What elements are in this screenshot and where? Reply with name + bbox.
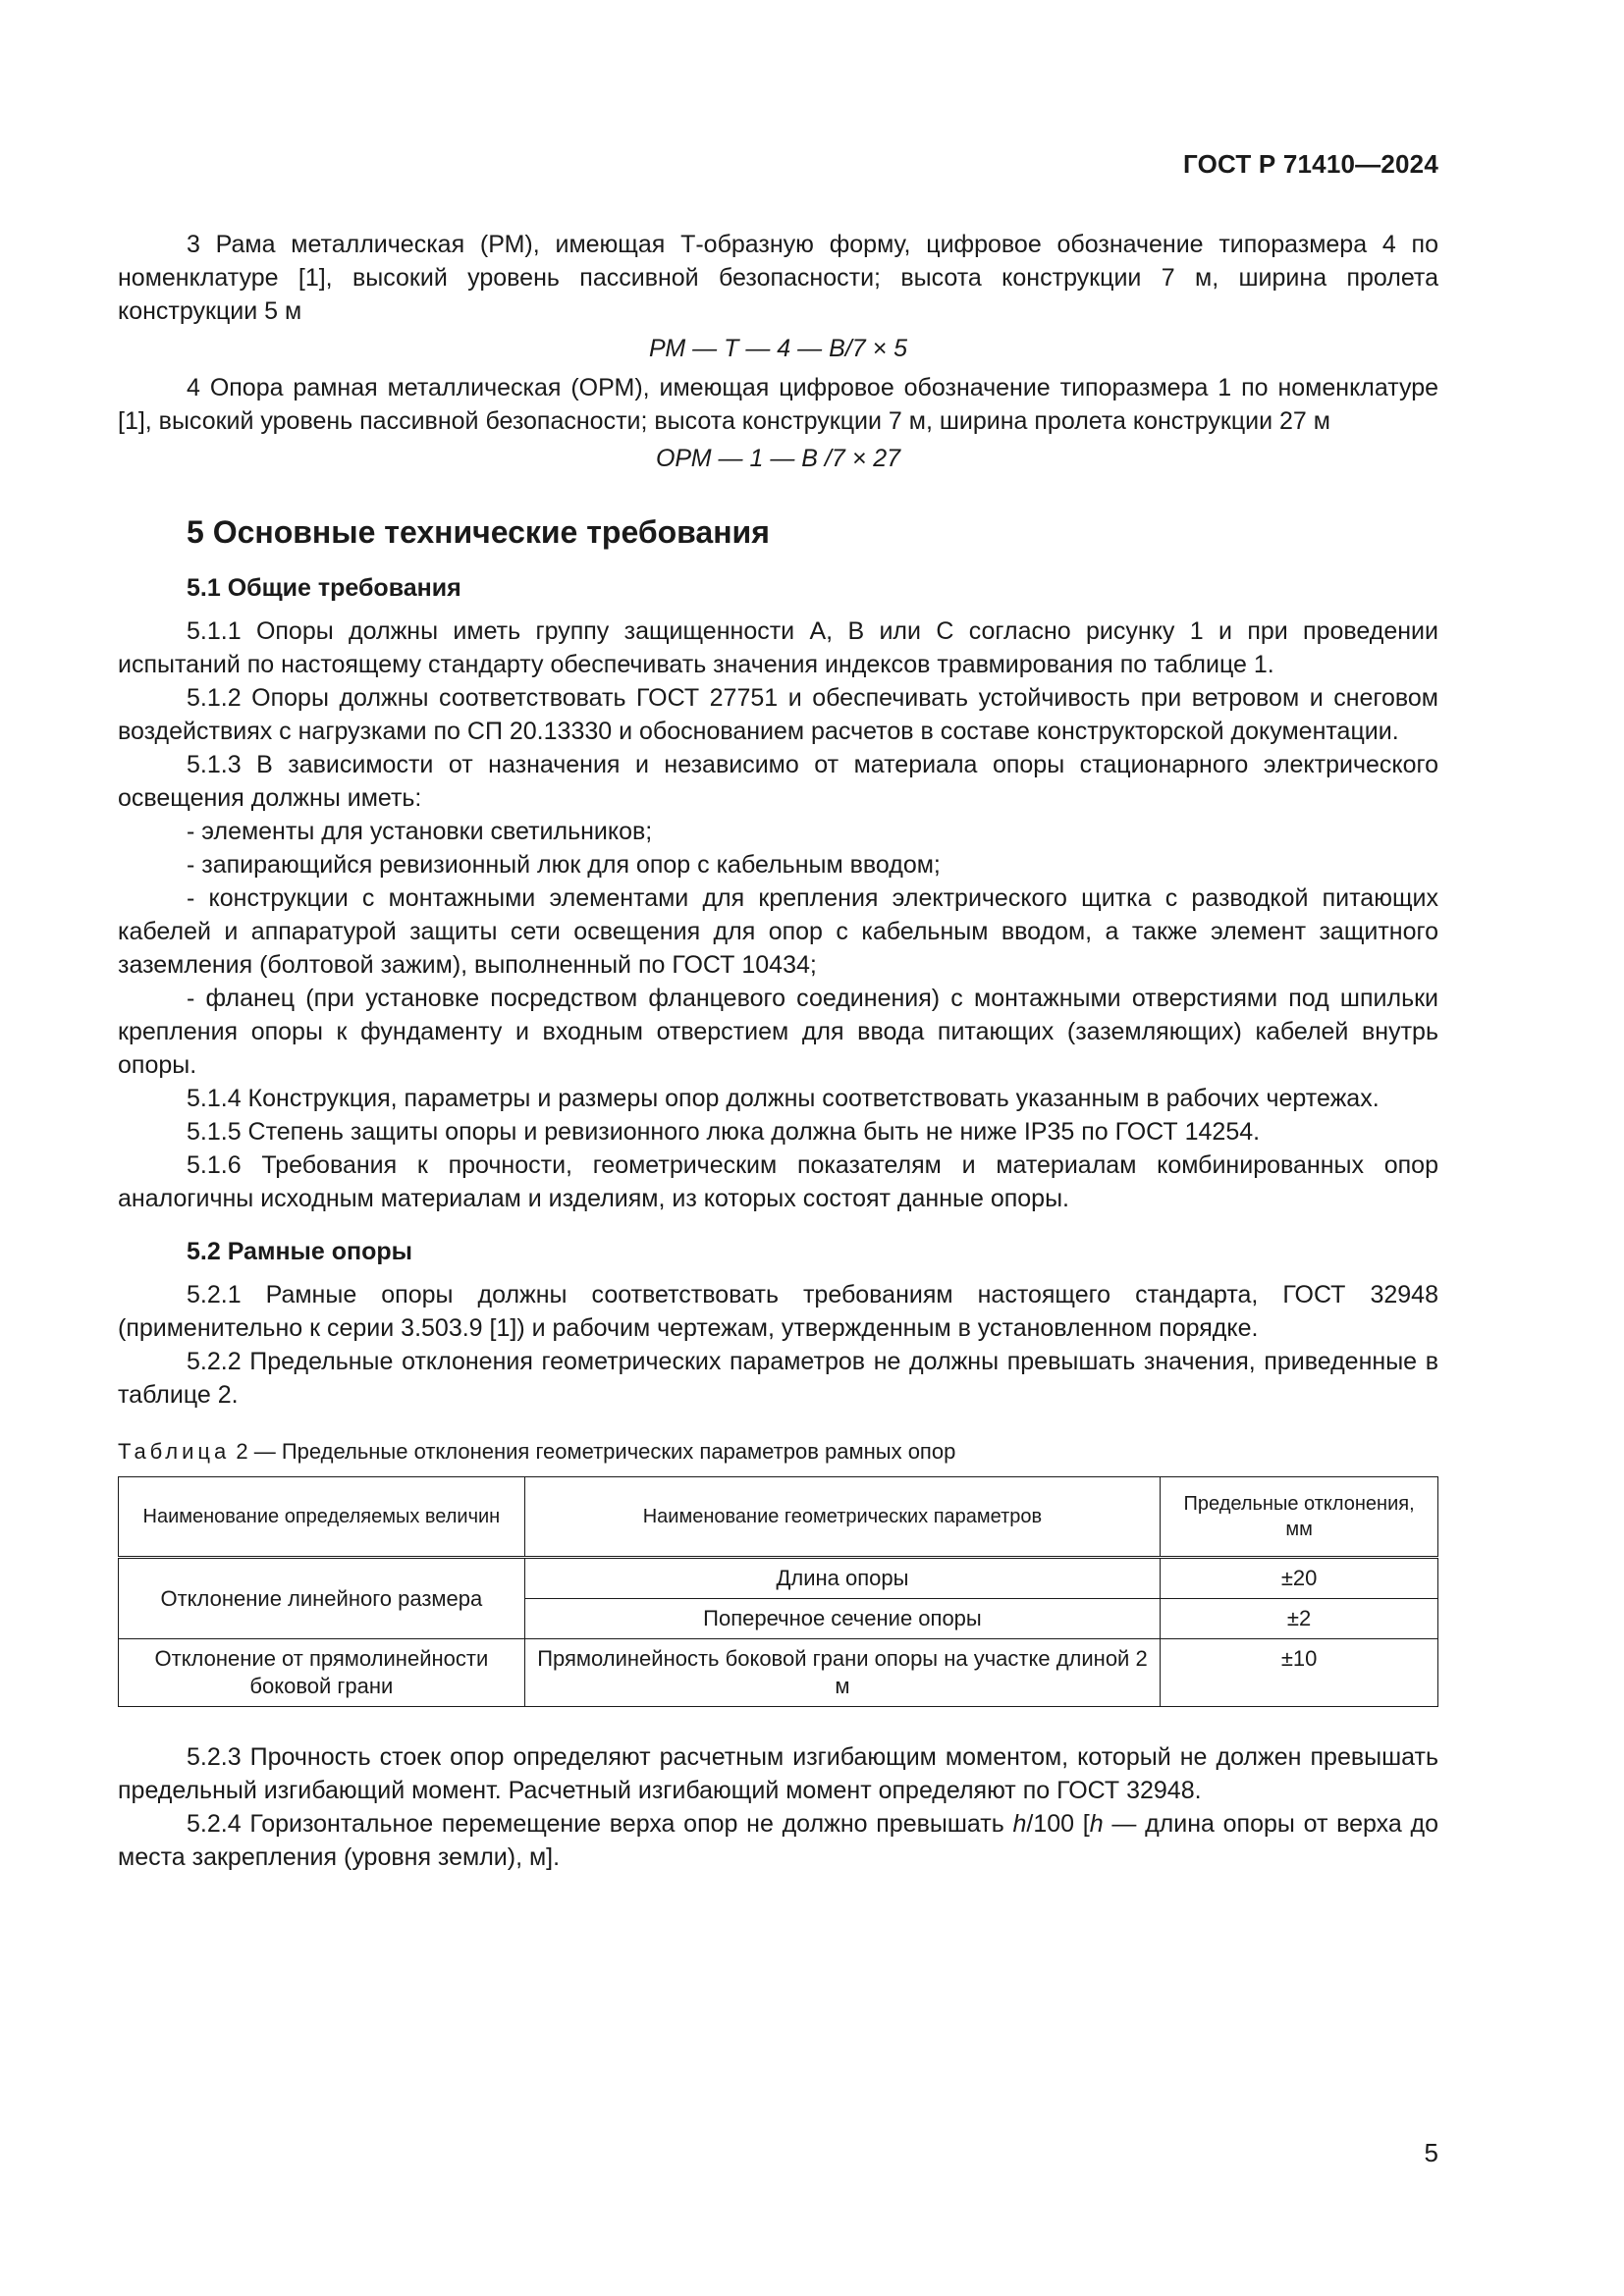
table-cell-param: Длина опоры [524, 1558, 1160, 1599]
body-text [118, 228, 1438, 1874]
table-header-row [119, 1477, 1438, 1558]
example-3-formula: РМ — Т — 4 — В/7 × 5 [649, 335, 907, 362]
paragraph-5-1-4: 5.1.4 Конструкция, параметры и размеры опор должны соответствовать указанным в рабочих чертежах. [187, 1085, 1380, 1112]
list-item: - конструкции с монтажными элементами для крепления электрического щитка с разводкой питающих кабелей и аппаратурой защиты сети освещения для опор с кабельным вводом, а также элемент защитного заземления (болтовой зажим), выполненный по ГОСТ 10434; [118, 884, 1438, 979]
paragraph-5-1-3: 5.1.3 В зависимости от назначения и независимо от материала опоры стационарного электрического освещения должны иметь: [118, 751, 1438, 812]
table-2-caption [118, 1437, 1438, 1467]
table-cell-param: Прямолинейность боковой грани опоры на участке длиной 2 м [524, 1639, 1160, 1707]
paragraph-5-2-3: 5.2.3 Прочность стоек опор определяют расчетным изгибающим моментом, который не должен превышать предельный изгибающий момент. Расчетный изгибающий момент определяют по ГОСТ 32948. [118, 1743, 1438, 1804]
table-cell-group: Отклонение от прямолинейности боковой грани [119, 1639, 525, 1707]
paragraph-5-2-2: 5.2.2 Предельные отклонения геометрических параметров не должны превышать значения, приведенные в таблице 2. [118, 1348, 1438, 1409]
example-4-text: 4 Опора рамная металлическая (ОРМ), имеющая цифровое обозначение типоразмера 1 по номенклатуре [1], высокий уровень пассивной безопасности; высота конструкции 7 м, ширина пролета конструкции 27 м [118, 374, 1438, 435]
table-caption-rest: 2 — Предельные отклонения геометрических параметров рамных опор [230, 1439, 956, 1464]
table-header-cell: Наименование геометрических параметров [524, 1477, 1160, 1558]
paragraph-5-1-1: 5.1.1 Опоры должны иметь группу защищенности А, В или С согласно рисунку 1 и при проведении испытаний по настоящему стандарту обеспечивать значения индексов травмирования по таблице 1. [118, 617, 1438, 678]
list-item: - фланец (при установке посредством фланцевого соединения) с монтажными отверстиями под шпильки крепления опоры к фундаменту и входным отверстием для ввода питающих (заземляющих) кабелей внутрь опоры. [118, 985, 1438, 1079]
table-header-cell: Предельные отклонения, мм [1161, 1477, 1438, 1558]
table-cell-value: ±10 [1161, 1639, 1438, 1707]
list-item: - элементы для установки светильников; [187, 818, 653, 845]
table-2 [118, 1476, 1438, 1707]
paragraph-5-1-6: 5.1.6 Требования к прочности, геометрическим показателям и материалам комбинированных опор аналогичны исходным материалам и изделиям, из которых состоят данные опоры. [118, 1151, 1438, 1212]
standard-designation: ГОСТ Р 71410—2024 [1183, 149, 1438, 179]
p524-part-a: 5.2.4 Горизонтальное перемещение верха опор не должно превышать [187, 1810, 1013, 1838]
page-number: 5 [1424, 2138, 1438, 2167]
h-variable: h [1089, 1810, 1104, 1838]
p524-part-c: — длина опоры от верха до места закрепления (уровня земли), м]. [118, 1810, 1438, 1871]
table-row [119, 1558, 1438, 1599]
example-3-text: 3 Рама металлическая (РМ), имеющая Т-образную форму, цифровое обозначение типоразмера 4 по номенклатуре [1], высокий уровень пассивной безопасности; высота конструкции 7 м, ширина пролета конструкции 5 м [118, 231, 1438, 325]
table-cell-value: ±20 [1161, 1558, 1438, 1599]
p524-part-b: /100 [ [1026, 1810, 1090, 1838]
paragraph-5-1-2: 5.1.2 Опоры должны соответствовать ГОСТ 27751 и обеспечивать устойчивость при ветровом и снеговом воздействиях с нагрузками по СП 20.13330 и обоснованием расчетов в составе конструкторской документации. [118, 684, 1438, 745]
table-row [119, 1639, 1438, 1707]
example-4-formula: ОРМ — 1 — В /7 × 27 [655, 445, 901, 472]
subsection-5-2-title: 5.2 Рамные опоры [187, 1238, 413, 1265]
table-cell-value: ±2 [1161, 1599, 1438, 1639]
paragraph-5-2-1: 5.2.1 Рамные опоры должны соответствовать требованиям настоящего стандарта, ГОСТ 32948 (применительно к серии 3.503.9 [1]) и рабочим чертежам, утвержденным в установленном порядке. [118, 1281, 1438, 1342]
table-cell-param: Поперечное сечение опоры [524, 1599, 1160, 1639]
section-5-title: 5 Основные технические требования [187, 514, 770, 550]
table-caption-prefix: Таблица [118, 1439, 231, 1464]
subsection-5-1-title: 5.1 Общие требования [187, 574, 461, 602]
h-variable: h [1012, 1810, 1027, 1838]
paragraph-5-2-4 [118, 1807, 1438, 1874]
table-header-cell: Наименование определяемых величин [119, 1477, 525, 1558]
paragraph-5-1-5: 5.1.5 Степень защиты опоры и ревизионного люка должна быть не ниже IP35 по ГОСТ 14254. [187, 1118, 1261, 1146]
list-item: - запирающийся ревизионный люк для опор с кабельным вводом; [187, 851, 941, 879]
table-cell-group: Отклонение линейного размера [119, 1558, 525, 1639]
